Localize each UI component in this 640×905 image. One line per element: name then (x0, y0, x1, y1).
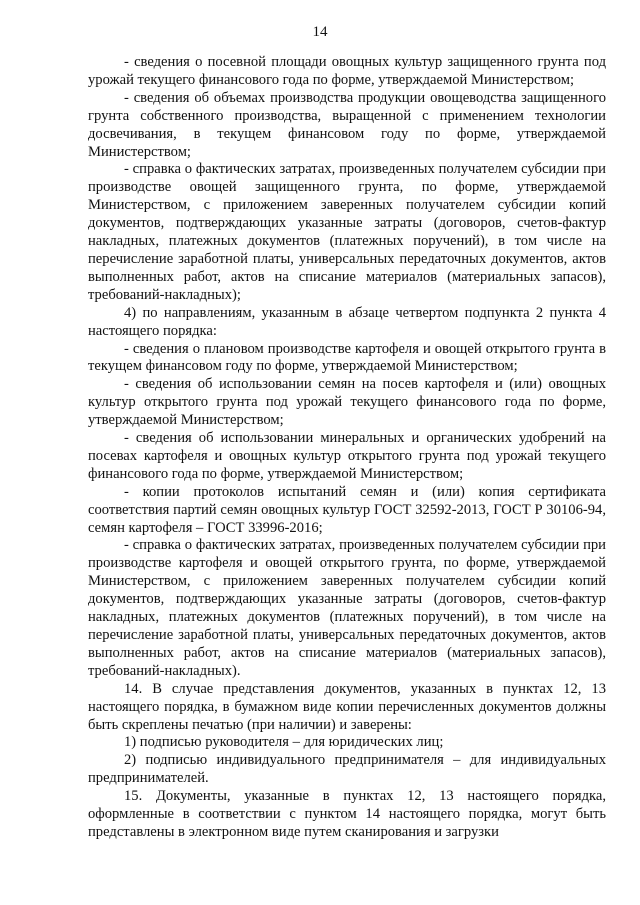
paragraph-fertilizer-usage: - сведения об использовании минеральных и органических удобрений на посевах картофеля и овощных культур открытого грунта под урожай текущего финансового года по форме, утверждаемой Министерством; (88, 430, 606, 482)
document-body (88, 54, 606, 842)
paragraph-open-ground-costs: - справка о фактических затратах, произведенных получателем субсидии при производстве картофеля и овощей открытого грунта, по форме, утверждаемой Министерством, с приложением заверенных получателем субсидии копий документов, подтверждающих указанные затраты (договоров, счетов-фактур накладных, платежных документов (платежных поручений), в том числе на перечисление заработной платы, универсальных передаточных документов, актов выполненных работ, актов на списание материалов (материальных запасов), требований-накладных). (88, 537, 606, 679)
paragraph-greenhouse-costs: - справка о фактических затратах, произведенных получателем субсидии при производстве овощей защищенного грунта, по форме, утверждаемой Министерством, с приложением заверенных получателем субсидии копий документов, подтверждающих указанные затраты (договоров, счетов-фактур накладных, платежных документов (платежных поручений), в том числе на перечисление заработной платы, универсальных передаточных документов, актов выполненных работ, актов на списание материалов (материальных запасов), требований-накладных); (88, 161, 606, 303)
paragraph-signature-legal: 1) подписью руководителя – для юридических лиц; (124, 734, 444, 751)
paragraph-greenhouse-production: - сведения об объемах производства продукции овощеводства защищенного грунта собственного производства, выращенной с применением технологии досвечивания, в текущем финансовом году по форме, утверждаемой Министерством; (88, 89, 606, 160)
paragraph-planned-production: - сведения о плановом производстве картофеля и овощей открытого грунта в текущем финансовом году по форме, утверждаемой Министерством; (88, 340, 606, 375)
page-number: 14 (312, 24, 328, 40)
paragraph-signature-individual: 2) подписью индивидуального предпринимателя – для индивидуальных предпринимателей. (88, 752, 606, 787)
paragraph-item-4: 4) по направлениям, указанным в абзаце четвертом подпункта 2 пункта 4 настоящего порядка: (88, 304, 606, 339)
paragraph-seed-usage: - сведения об использовании семян на посев картофеля и (или) овощных культур открытого грунта под урожай текущего финансового года по форме, утверждаемой Министерством; (88, 376, 606, 429)
paragraph-section-15: 15. Документы, указанные в пунктах 12, 13 настоящего порядка, оформленные в соответствии с пунктом 14 настоящего порядка, могут быть представлены в электронном виде путем сканирования и загрузки (88, 788, 606, 840)
paragraph-section-14: 14. В случае представления документов, указанных в пунктах 12, 13 настоящего порядка, в бумажном виде копии перечисленных документов должны быть скреплены печатью (при наличии) и заверены: (88, 680, 606, 733)
paragraph-greenhouse-area: - сведения о посевной площади овощных культур защищенного грунта под урожай текущего финансового года по форме, утверждаемой Министерством; (88, 54, 606, 88)
paragraph-seed-certificates: - копии протоколов испытаний семян и (или) копия сертификата соответствия партий семян овощных культур ГОСТ 32592-2013, ГОСТ Р 30106-94, семян картофеля – ГОСТ 33996-2016; (88, 483, 606, 536)
